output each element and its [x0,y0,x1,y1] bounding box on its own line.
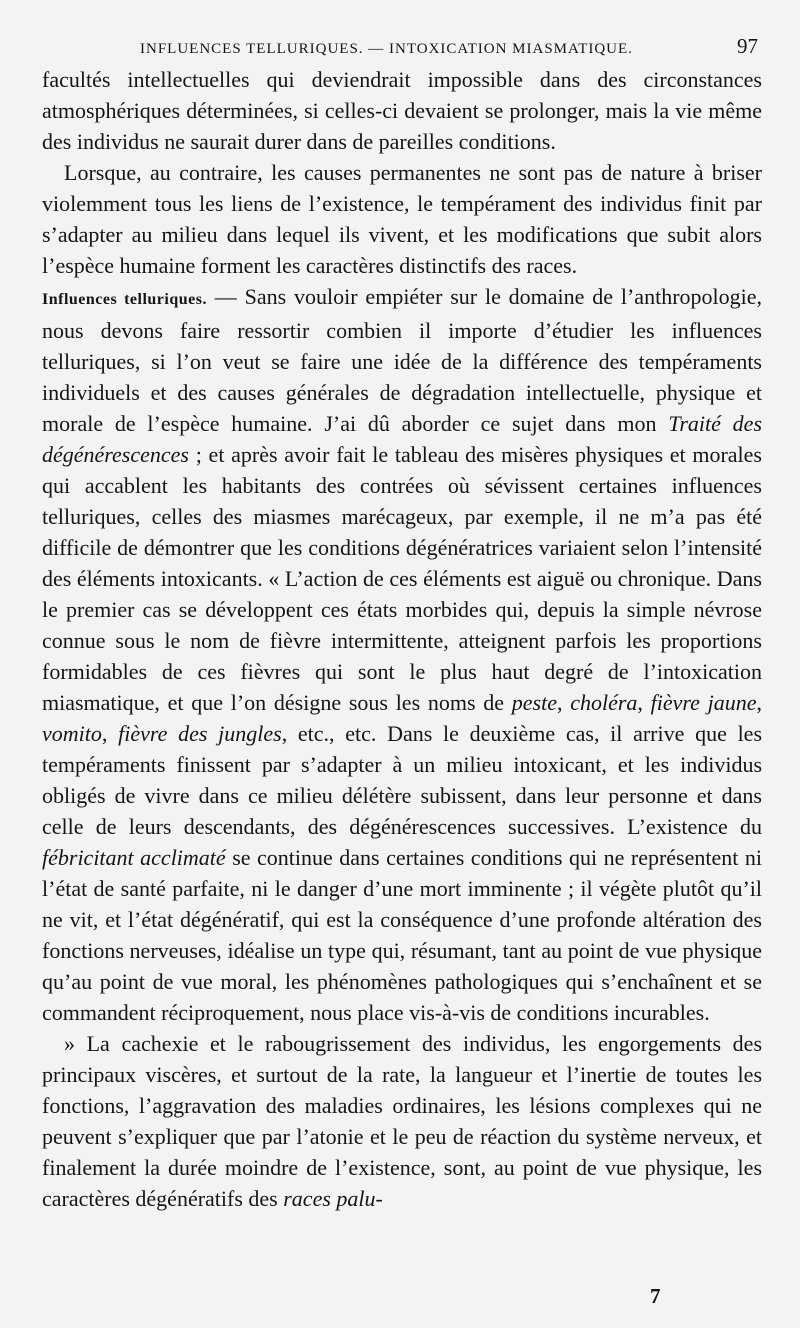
section-side-heading: Influences telluriques. [42,291,207,308]
text-run: ; et après avoir fait le tableau des misères physiques et morales qui accablent les habitants des contrées où sévissent certaines influences telluriques, celles des miasmes marécageux, par exemple, il ne m’a pas été difficile de démontrer que les conditions dégénératrices variaient selon l’intensité des éléments intoxicants. « L’action de ces éléments est aiguë ou chronique. Dans le premier cas se développent ces états morbides qui, depuis la simple névrose connue sous le nom de fièvre intermittente, atteignent parfois les proportions formidables de ces fièvres qui sont le plus haut degré de l’intoxication miasmatique, et que l’on désigne sous les noms de [42,442,762,715]
paragraph [42,281,762,1028]
italic-term: vomito [42,721,102,746]
paragraph-text: Lorsque, au contraire, les causes permanentes ne sont pas de nature à briser violemment tous les liens de l’existence, le tempérament des individus finit par s’adapter au milieu dans lequel ils vivent, et les modifications que subit alors l’espèce humaine forment les caractères distinctifs des races. [42,160,762,278]
paragraph [42,64,762,157]
text-run: — Sans vouloir empiéter sur le domaine de l’anthropologie, nous devons faire ressortir combien il importe d’étudier les influences telluriques, si l’on veut se faire une idée de la différence des tempéraments individuels et des causes générales de dégradation intellectuelle, physique et morale de l’espèce humaine. J’ai dû aborder ce sujet dans mon [42,284,763,436]
running-head-title: INFLUENCES TELLURIQUES. — INTOXICATION MIASMATIQUE. [140,41,633,57]
signature-mark: 7 [650,1284,661,1308]
paragraph [42,157,762,281]
text-run: , [101,721,119,746]
text-run: , [556,690,571,715]
text-run: , etc., etc. Dans le deuxième cas, il arrive que les tempéraments finissent par s’adapter à un milieu intoxicant, et les individus obligés de vivre dans ce milieu délétère subissent, dans leur personne et dans celle de leurs descendants, des dégénérescences successives. L’existence du [42,721,763,839]
italic-term: choléra [570,690,638,715]
page-number: 97 [737,34,758,58]
text-run: se continue dans certaines conditions qui ne représentent ni l’état de santé parfaite, ni le danger d’une mort imminente ; il végète plutôt qu’il ne vit, et l’état dégénératif, qui est la conséquence d’une profonde altération des fonctions nerveuses, idéalise un type qui, résumant, tant au point de vue physique qu’au point de vue moral, les phénomènes pathologiques qui s’enchaînent et se commandent réciproquement, nous place vis-à-vis de conditions incurables. [42,845,762,1025]
page-body [42,64,762,1214]
paragraph-text: facultés intellectuelles qui deviendrait impossible dans des circonstances atmosphériques déterminées, si celles-ci devaient se prolonger, mais la vie même des individus ne saurait durer dans de pareilles conditions. [42,67,762,154]
italic-term: fièvre des jungles [118,721,282,746]
italic-title: Traité des dégénérescences [42,411,762,467]
italic-term: fièvre jaune [650,690,757,715]
italic-term: fébricitant acclimaté [42,845,226,870]
text-run: » La cachexie et le rabougrissement des individus, les engorgements des principaux viscères, et surtout de la rate, la langueur et l’inertie de toutes les fonctions, l’aggravation des maladies ordinaires, les lésions complexes qui ne peuvent s’expliquer que par l’atonie et le peu de réaction du système nerveux, et finalement la durée moindre de l’existence, sont, au point de vue physique, les caractères dégénératifs des [42,1031,762,1211]
text-run: , [637,690,651,715]
text-run: , [756,690,763,715]
italic-term: races palu- [283,1186,383,1211]
running-head [42,34,762,64]
italic-term: peste [511,690,557,715]
paragraph [42,1028,762,1214]
